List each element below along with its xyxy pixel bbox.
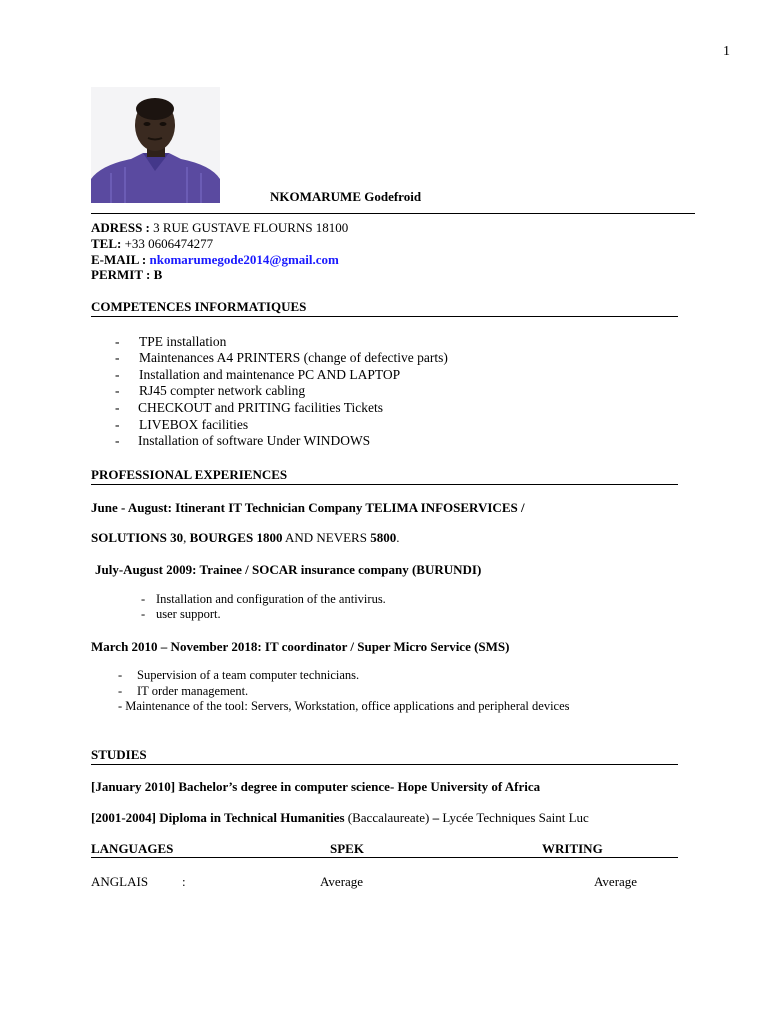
studies-heading: STUDIES — [91, 747, 147, 762]
profile-photo — [91, 87, 220, 203]
list-item: - Maintenance of the tool: Servers, Workstation, office applications and peripheral devices — [118, 699, 570, 713]
languages-heading: LANGUAGES — [91, 841, 174, 856]
study-item: [2001-2004] Diploma in Technical Humanities (Baccalaureate) – Lycée Techniques Saint Luc — [91, 810, 589, 825]
study-item: [January 2010] Bachelor’s degree in computer science- Hope University of Africa — [91, 779, 541, 794]
experience-heading: PROFESSIONAL EXPERIENCES — [91, 467, 288, 482]
email-line — [91, 252, 339, 268]
languages-col-writing: WRITING — [542, 841, 603, 856]
email-label: E-MAIL : — [91, 252, 147, 267]
languages-col-speak: SPEK — [330, 841, 364, 856]
permit-line: PERMIT : B — [91, 267, 163, 282]
address-value: 3 RUE GUSTAVE FLOURNS 18100 — [149, 220, 349, 235]
header-rule — [91, 213, 695, 214]
studies-rule — [91, 764, 678, 765]
skills-rule — [91, 316, 678, 317]
language-name: ANGLAIS — [91, 874, 149, 889]
email-link[interactable]: nkomarumegode2014@gmail.com — [149, 252, 339, 267]
job1-title-cont: SOLUTIONS 30, BOURGES 1800 AND NEVERS 5800. — [91, 530, 400, 545]
language-colon: : — [182, 874, 186, 889]
tel-label: TEL: — [91, 236, 122, 251]
languages-rule — [91, 857, 678, 858]
address-label: ADRESS : — [91, 220, 150, 235]
experience-rule — [91, 484, 678, 485]
address-line — [91, 220, 348, 236]
job1-title: June - August: Itinerant IT Technician Company TELIMA INFOSERVICES / — [91, 500, 525, 515]
tel-value: +33 0606474277 — [121, 236, 214, 251]
job2-title: July-August 2009: Trainee / SOCAR insurance company (BURUNDI) — [95, 562, 482, 577]
language-writing-level: Average — [594, 874, 638, 889]
tel-line — [91, 236, 213, 252]
skills-heading: COMPETENCES INFORMATIQUES — [91, 299, 307, 314]
page-number: 1 — [723, 44, 730, 59]
language-speak-level: Average — [320, 874, 364, 889]
candidate-name: NKOMARUME Godefroid — [270, 189, 422, 204]
job3-title: March 2010 – November 2018: IT coordinator / Super Micro Service (SMS) — [91, 639, 510, 654]
